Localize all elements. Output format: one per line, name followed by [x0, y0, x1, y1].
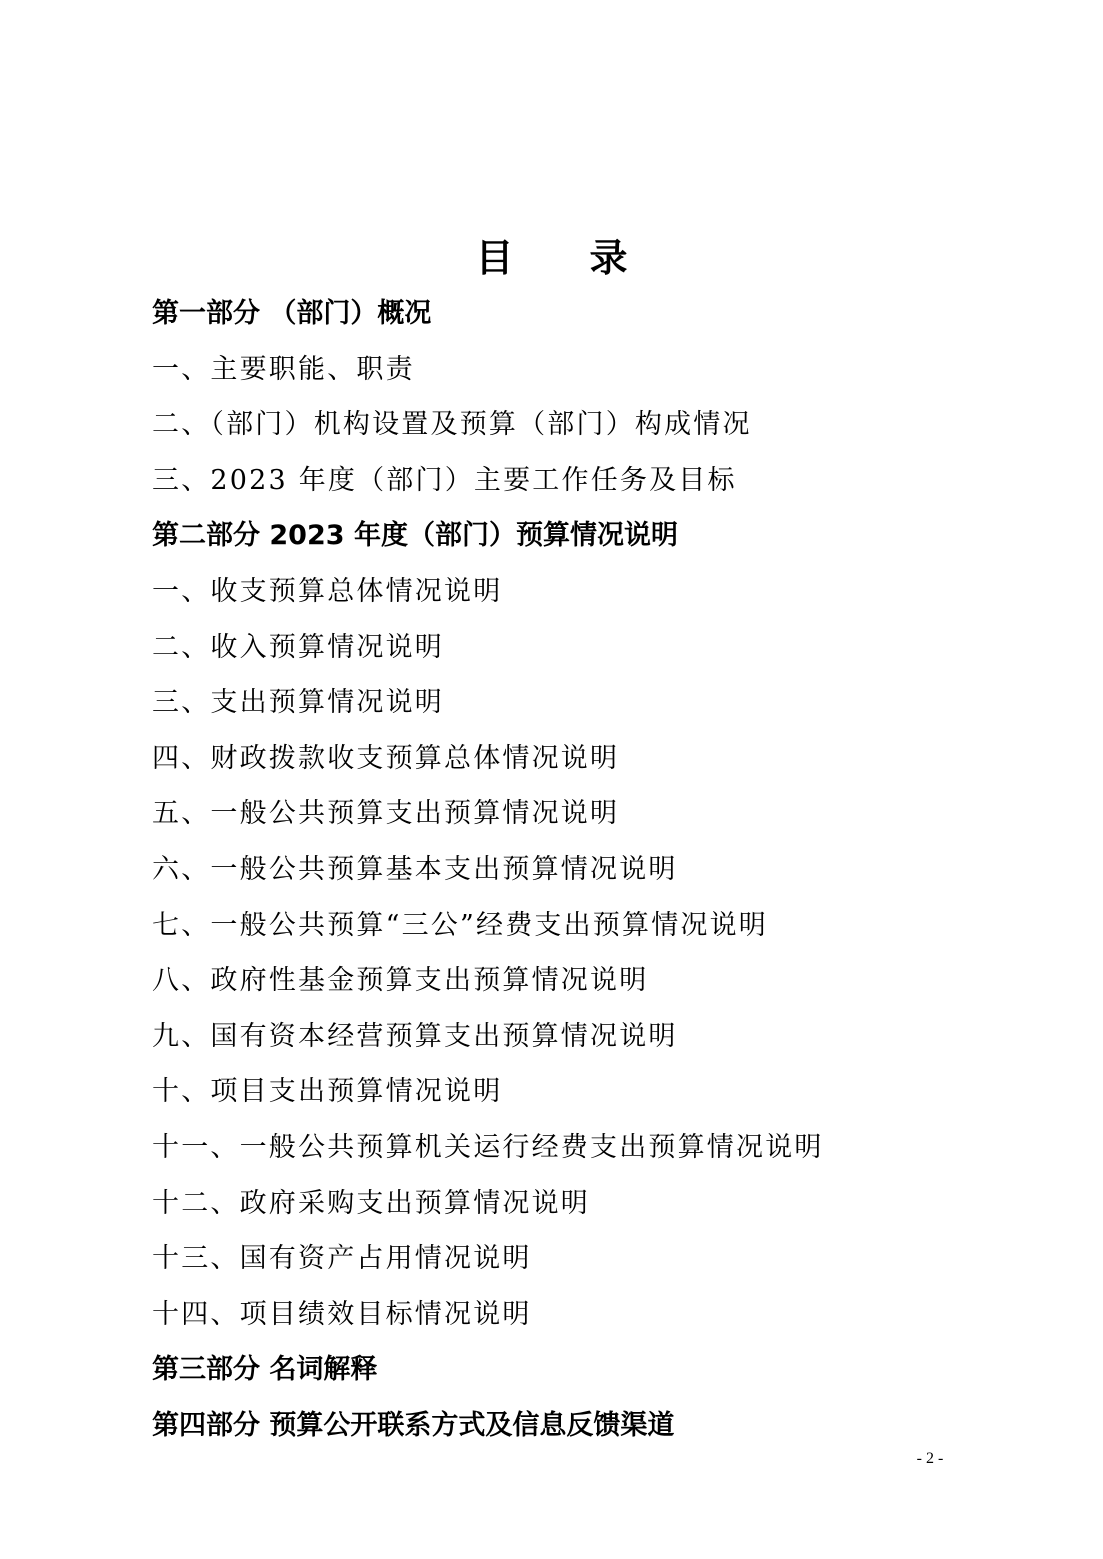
page-number: - 2 - [916, 1450, 944, 1467]
toc-part-3: 第三部分 名词解释 [152, 1354, 378, 1386]
title-char-1: 目 [475, 236, 514, 281]
toc-item: 十三、国有资产占用情况说明 [152, 1243, 532, 1275]
table-of-contents [152, 286, 1012, 1453]
toc-item: 九、国有资本经营预算支出预算情况说明 [152, 1020, 678, 1052]
toc-item: 七、一般公共预算“三公”经费支出预算情况说明 [152, 909, 769, 941]
toc-item: 十四、项目绩效目标情况说明 [152, 1298, 532, 1330]
toc-item: 五、一般公共预算支出预算情况说明 [152, 798, 620, 830]
toc-item: 一、主要职能、职责 [152, 353, 415, 385]
toc-item: 一、收支预算总体情况说明 [152, 575, 503, 607]
toc-item: 四、财政拨款收支预算总体情况说明 [152, 742, 620, 774]
toc-item: 八、政府性基金预算支出预算情况说明 [152, 965, 649, 997]
toc-part-4: 第四部分 预算公开联系方式及信息反馈渠道 [152, 1409, 675, 1441]
toc-item: 十一、一般公共预算机关运行经费支出预算情况说明 [152, 1131, 824, 1163]
toc-part-1: 第一部分 （部门）概况 [152, 298, 432, 329]
toc-part-2: 第二部分 2023 年度（部门）预算情况说明 [152, 520, 678, 552]
toc-item: 三、支出预算情况说明 [152, 687, 444, 719]
page-title [0, 230, 1103, 286]
title-char-2: 录 [589, 236, 628, 281]
toc-item: 六、一般公共预算基本支出预算情况说明 [152, 853, 678, 885]
toc-item: 二、（部门）机构设置及预算（部门）构成情况 [152, 409, 752, 441]
toc-item: 二、收入预算情况说明 [152, 631, 444, 663]
toc-item: 十二、政府采购支出预算情况说明 [152, 1187, 590, 1219]
toc-item: 三、2023 年度（部门）主要工作任务及目标 [152, 464, 737, 496]
toc-item: 十、项目支出预算情况说明 [152, 1076, 503, 1108]
